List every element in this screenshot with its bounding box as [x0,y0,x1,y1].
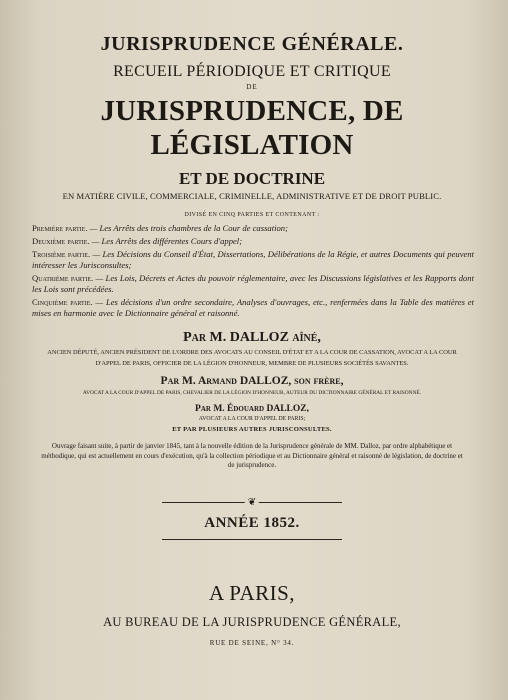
imprint-bureau: AU BUREAU DE LA JURISPRUDENCE GÉNÉRALE, [103,614,401,629]
author-3-par: Par M. Édouard [195,404,267,414]
divided-line: DIVISÉ EN CINQ PARTIES ET CONTENANT : [184,212,320,218]
part-name: Deuxième partie. [32,236,90,246]
author-2-desc: AVOCAT A LA COUR D'APPEL DE PARIS, CHEVALIER DE LA LÉGION D'HONNEUR, AUTEUR DU DICTIONNAIRE GÉNÉRAL ET RAISONNÉ. [82,390,422,396]
part-item [32,236,474,247]
author-2-suffix: , son frère, [288,375,344,387]
part-text: — Les décisions d'un ordre secondaire, Analyses d'ouvrages, etc., renfermées dans la Table des matières et mises en harmonie avec le Dictionnaire général et raisonné. [32,297,475,318]
author-1 [30,329,474,347]
part-item [32,297,474,319]
part-text: — Les Décisions du Conseil d'État, Dissertations, Délibérations de la Régie, et autres Documents qui peuvent intéresser les Jurisconsultes; [32,249,475,270]
imprint-city: A PARIS, [208,580,296,605]
matters-line: EN MATIÈRE CIVILE, COMMERCIALE, CRIMINELLE, ADMINISTRATIVE ET DE DROIT PUBLIC. [62,191,442,201]
author-3-desc: AVOCAT A LA COUR D'APPEL DE PARIS; [198,416,306,422]
ornament-rule [162,497,342,509]
year: ANNÉE 1852. [204,514,300,531]
part-item [32,223,474,234]
series-title: JURISPRUDENCE GÉNÉRALE. [100,33,404,55]
part-text: — Les Arrêts des trois chambres de la Cour de cassation; [87,223,288,233]
continuation-note: Ouvrage faisant suite, à partir de janvier 1845, tant à la nouvelle édition de la Jurisprudence générale de MM. Dalloz, par ordre alphabétique et méthodique, qui est actuellement en cours d'exécution, qu'à la collection périodique et au Dictionnaire général et raisonné de législation, de doctrine et de jurisprudence. [41,442,463,469]
part-name: Première partie. [32,223,88,233]
imprint-address: RUE DE SEINE, N° 34. [209,638,295,647]
author-1-name: DALLOZ [229,330,289,345]
subtitle-de: DE [246,83,258,91]
subtitle-periodical: RECUEIL PÉRIODIQUE ET CRITIQUE [113,63,391,80]
author-3-suffix: , [306,404,309,414]
other-authors: ET PAR PLUSIEURS AUTRES JURISCONSULTES. [172,426,332,433]
author-1-par: Par M. [183,330,230,345]
author-3 [30,403,474,415]
part-name: Cinquième partie. [32,297,93,307]
part-text: — Les Lois, Décrets et Actes du pouvoir réglementaire, avec les Discussions législatives et les Rapports dont les Lois sont précédées. [32,273,474,294]
part-name: Quatrième partie. [32,273,94,283]
subtitle-doctrine: ET DE DOCTRINE [178,169,326,188]
author-2-par: Par M. Armand [160,375,240,387]
author-3-name: DALLOZ [266,404,307,414]
author-1-desc: ANCIEN DÉPUTÉ, ANCIEN PRÉSIDENT DE L'ORDRE DES AVOCATS AU CONSEIL D'ÉTAT ET A LA COUR DE CASSATION, AVOCAT A LA COUR D'APPEL DE PARIS, OFFICIER DE LA LÉGION D'HONNEUR, MEMBRE DE PLUSIEURS SOCIÉTÉS SAVANTES. [47,349,457,367]
part-name: Troisième partie. [32,249,91,259]
main-title: JURISPRUDENCE, DE LÉGISLATION [100,95,404,161]
part-text: — Les Arrêts des différentes Cours d'appel; [89,236,243,246]
parts-list [30,223,474,319]
part-item [32,273,474,295]
fleuron-icon: ❦ [245,497,259,509]
author-2 [30,374,474,389]
author-1-suffix: aîné, [288,330,321,345]
author-2-name: DALLOZ [239,375,289,387]
divider [162,539,342,540]
part-item [32,249,474,271]
